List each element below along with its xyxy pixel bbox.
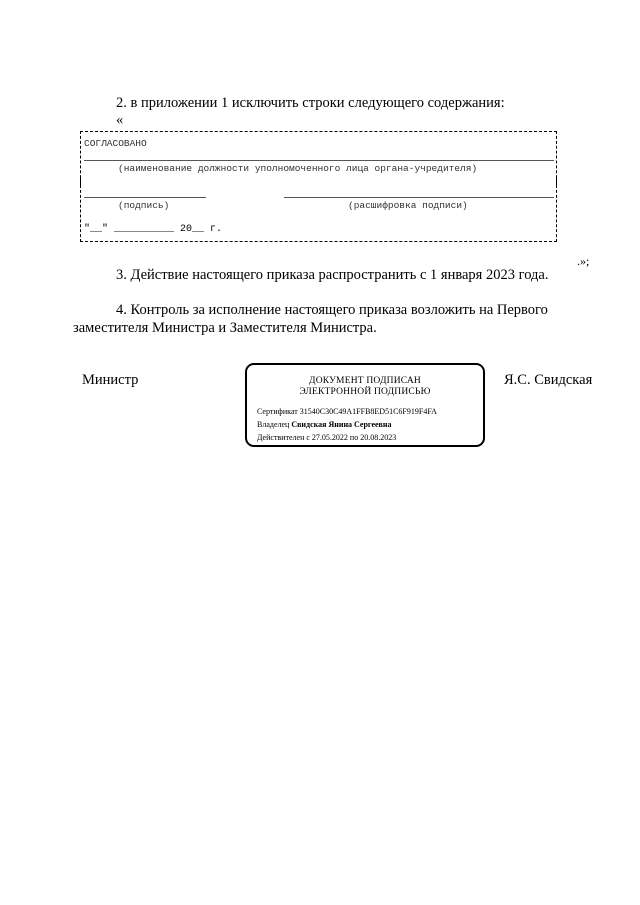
stamp-title-line-2: ЭЛЕКТРОННОЙ ПОДПИСЬЮ	[299, 387, 431, 397]
approved-label: СОГЛАСОВАНО	[84, 138, 147, 149]
paragraph-4-line-2: заместителя Министра и Заместителя Министра.	[73, 320, 377, 336]
signature-line	[84, 197, 206, 198]
date-line: "__" __________ 20__ г.	[84, 224, 223, 235]
stamp-validity-row: Действителен с 27.05.2022 по 20.08.2023	[257, 433, 397, 442]
stamp-certificate-row: Сертификат 31540C30C49A1FFB8ED51C6F919F4FA	[257, 407, 437, 416]
open-quote: «	[116, 112, 124, 128]
position-caption: (наименование должности уполномоченного лица органа-учредителя)	[118, 163, 478, 174]
paragraph-3: 3. Действие настоящего приказа распространить с 1 января 2023 года.	[116, 267, 549, 283]
decoding-caption: (расшифровка подписи)	[348, 200, 468, 211]
position-line	[84, 160, 554, 161]
decoding-line	[284, 197, 554, 198]
electronic-signature-stamp	[245, 363, 485, 447]
close-quote: .»;	[577, 254, 590, 268]
signer-name: Я.С. Свидская	[504, 372, 593, 388]
signer-position: Министр	[82, 372, 139, 388]
stamp-owner-row: Владелец Свидская Янина Сергеевна	[257, 420, 392, 429]
signature-caption: (подпись)	[118, 200, 170, 211]
stamp-title-line-1: ДОКУМЕНТ ПОДПИСАН	[309, 376, 421, 386]
paragraph-2: 2. в приложении 1 исключить строки следующего содержания:	[116, 95, 505, 111]
paragraph-4-line-1: 4. Контроль за исполнение настоящего приказа возложить на Первого	[116, 302, 548, 318]
